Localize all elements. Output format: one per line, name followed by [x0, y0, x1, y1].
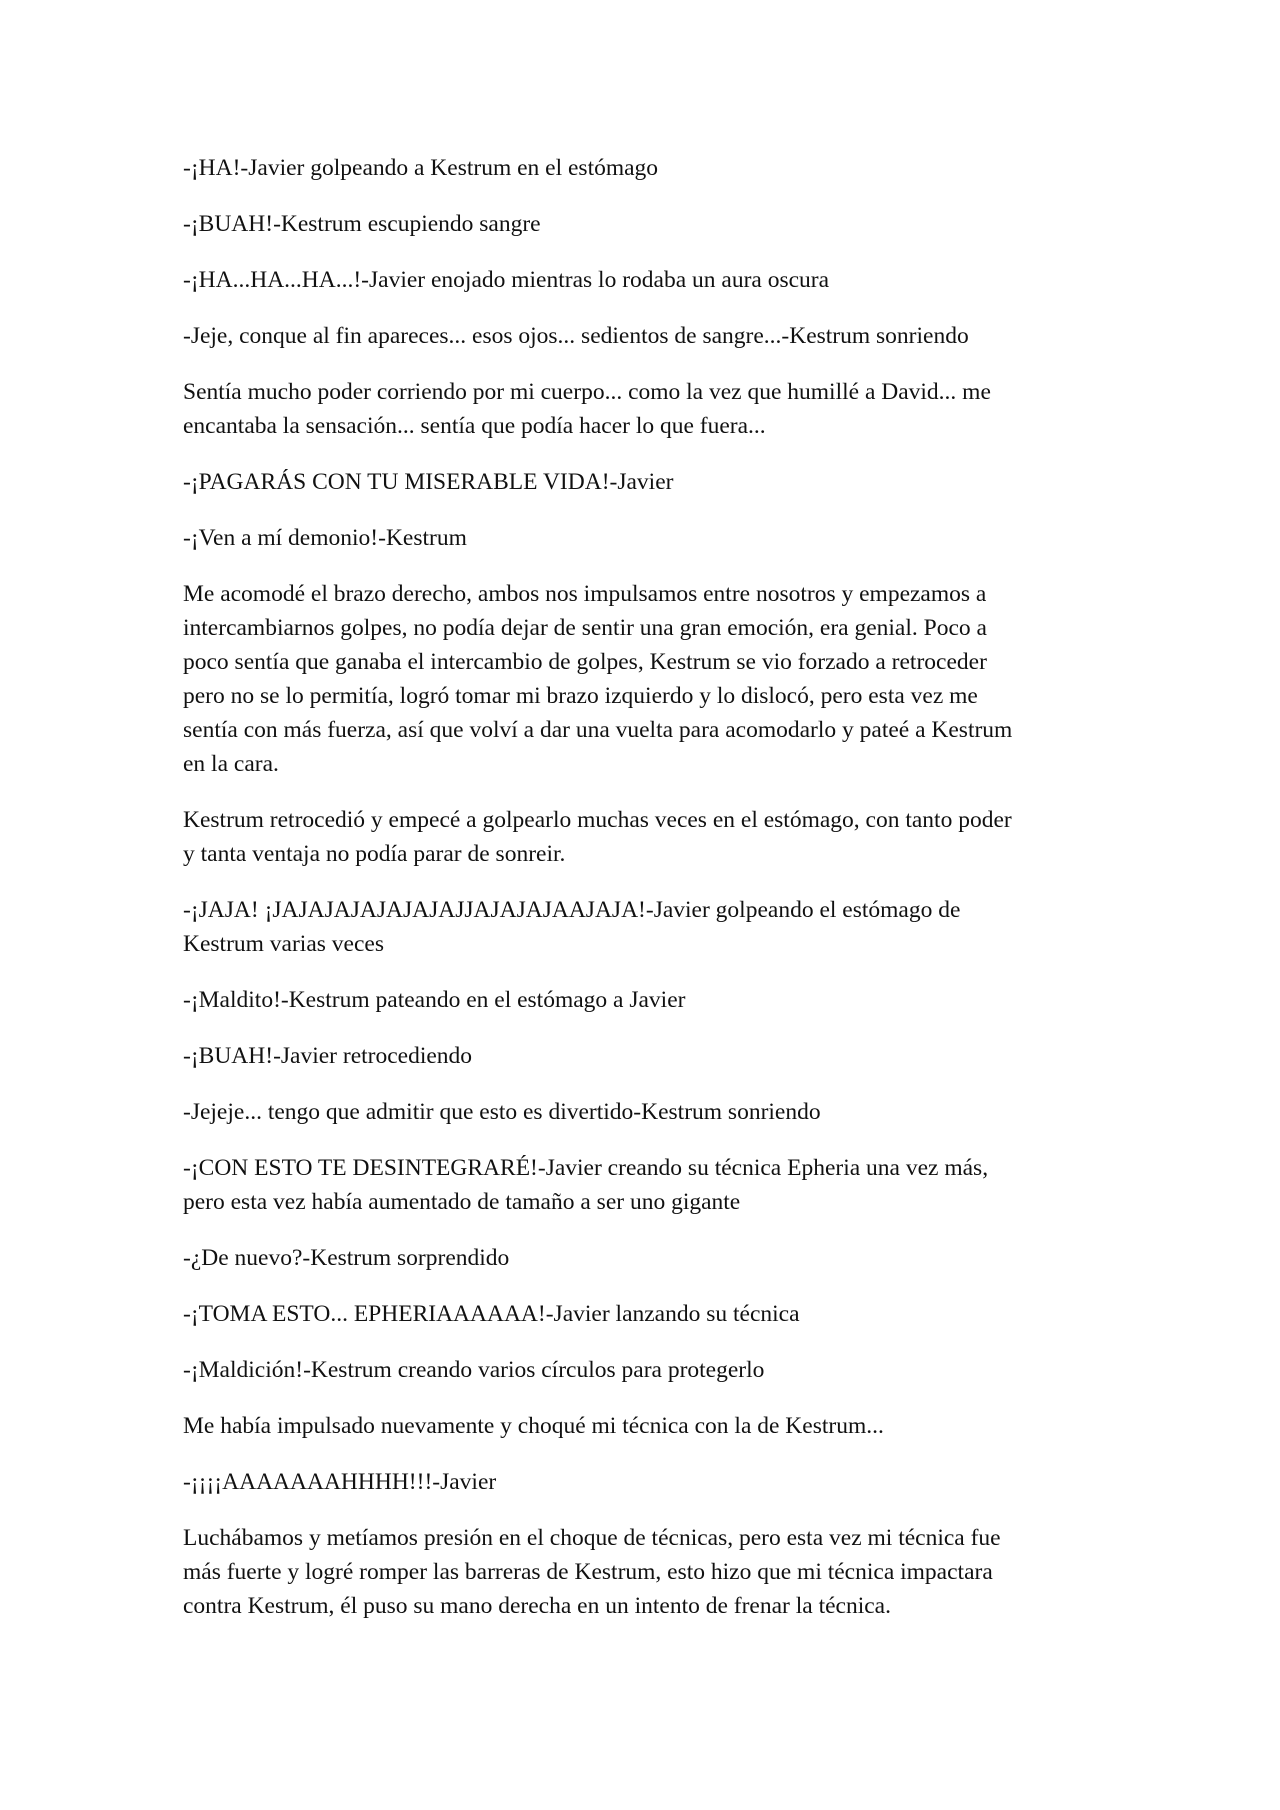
paragraph [183, 465, 1103, 499]
text-line: contra Kestrum, él puso su mano derecha en un intento de frenar la técnica. [183, 1593, 891, 1619]
text-line: -¡TOMA ESTO... EPHERIAAAAAA!-Javier lanzando su técnica [183, 1301, 800, 1327]
text-line: Sentía mucho poder corriendo por mi cuerpo... como la vez que humillé a David... me [183, 379, 991, 405]
text-line: -Jeje, conque al fin apareces... esos ojos... sedientos de sangre...-Kestrum sonriendo [183, 323, 969, 349]
text-line: -Jejeje... tengo que admitir que esto es divertido-Kestrum sonriendo [183, 1099, 821, 1125]
document-page [183, 151, 1103, 1645]
text-line: pero no se lo permitía, logró tomar mi brazo izquierdo y lo dislocó, pero esta vez me [183, 683, 978, 709]
paragraph [183, 151, 1103, 185]
text-line: Kestrum retrocedió y empecé a golpearlo muchas veces en el estómago, con tanto poder [183, 807, 1012, 833]
text-line: -¡HA...HA...HA...!-Javier enojado mientras lo rodaba un aura oscura [183, 267, 830, 293]
text-line: -¡Maldito!-Kestrum pateando en el estómago a Javier [183, 987, 686, 1013]
paragraph [183, 1465, 1103, 1499]
paragraph [183, 1409, 1103, 1443]
text-line: -¡JAJA! ¡JAJAJAJAJAJAJAJJAJAJAJAAJAJA!-Javier golpeando el estómago de [183, 897, 961, 923]
text-line: -¡Maldición!-Kestrum creando varios círculos para protegerlo [183, 1357, 765, 1383]
paragraph [183, 893, 1103, 961]
text-line: poco sentía que ganaba el intercambio de golpes, Kestrum se vio forzado a retroceder [183, 649, 987, 675]
text-line: -¡HA!-Javier golpeando a Kestrum en el estómago [183, 155, 659, 181]
text-line: intercambiarnos golpes, no podía dejar de sentir una gran emoción, era genial. Poco a [183, 615, 987, 641]
text-line: más fuerte y logré romper las barreras de Kestrum, esto hizo que mi técnica impactara [183, 1559, 993, 1585]
paragraph [183, 577, 1103, 781]
text-line: -¡BUAH!-Javier retrocediendo [183, 1043, 473, 1069]
paragraph [183, 1241, 1103, 1275]
text-line: -¿De nuevo?-Kestrum sorprendido [183, 1245, 510, 1271]
text-line: en la cara. [183, 751, 279, 777]
paragraph [183, 375, 1103, 443]
paragraph [183, 319, 1103, 353]
text-line: Me había impulsado nuevamente y choqué mi técnica con la de Kestrum... [183, 1413, 884, 1439]
text-line: encantaba la sensación... sentía que podía hacer lo que fuera... [183, 413, 766, 439]
paragraph [183, 263, 1103, 297]
paragraph [183, 983, 1103, 1017]
text-line: -¡CON ESTO TE DESINTEGRARÉ!-Javier creando su técnica Epheria una vez más, [183, 1155, 989, 1181]
text-line: -¡¡¡¡AAAAAAAHHHH!!!-Javier [183, 1469, 497, 1495]
text-line: -¡BUAH!-Kestrum escupiendo sangre [183, 211, 541, 237]
text-line: y tanta ventaja no podía parar de sonreir. [183, 841, 566, 867]
paragraph [183, 1151, 1103, 1219]
text-line: sentía con más fuerza, así que volví a dar una vuelta para acomodarlo y pateé a Kestrum [183, 717, 1013, 743]
text-line: -¡Ven a mí demonio!-Kestrum [183, 525, 467, 551]
paragraph [183, 1095, 1103, 1129]
text-line: pero esta vez había aumentado de tamaño a ser uno gigante [183, 1189, 741, 1215]
paragraph [183, 1353, 1103, 1387]
text-line: Me acomodé el brazo derecho, ambos nos impulsamos entre nosotros y empezamos a [183, 581, 987, 607]
text-line: -¡PAGARÁS CON TU MISERABLE VIDA!-Javier [183, 469, 674, 495]
paragraph [183, 521, 1103, 555]
paragraph [183, 803, 1103, 871]
paragraph [183, 1521, 1103, 1623]
paragraph [183, 1297, 1103, 1331]
text-line: Luchábamos y metíamos presión en el choque de técnicas, pero esta vez mi técnica fue [183, 1525, 1001, 1551]
paragraph [183, 207, 1103, 241]
text-line: Kestrum varias veces [183, 931, 384, 957]
paragraph [183, 1039, 1103, 1073]
